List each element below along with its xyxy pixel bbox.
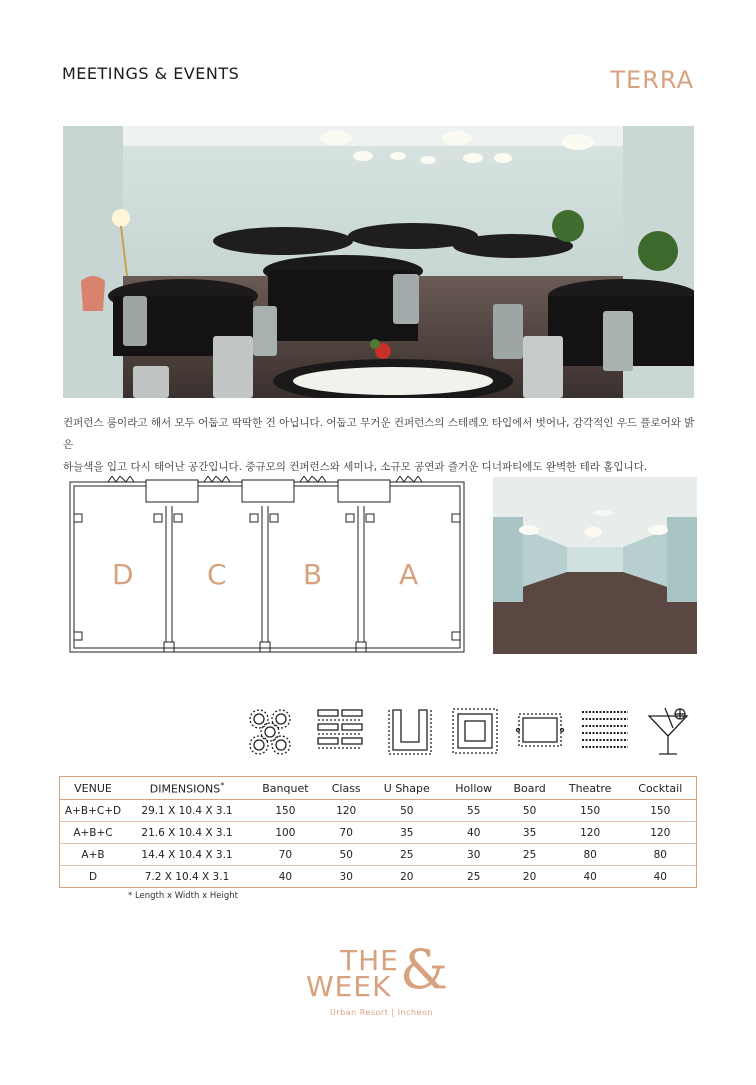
table-row	[60, 800, 697, 822]
hollow-cell: 40	[444, 822, 504, 844]
theatre-cell: 80	[556, 844, 625, 866]
board-cell: 50	[503, 800, 555, 822]
venue-cell: D	[60, 866, 127, 888]
empty-hall-photo	[493, 477, 697, 654]
description-line-1: 컨퍼런스 룸이라고 해서 모두 어둡고 딱딱한 건 아닙니다. 어둡고 무거운 컨퍼런스의 스테레오 타입에서 벗어나, 감각적인 우드 플로어와 밝은	[63, 417, 695, 451]
header-dimensions	[126, 777, 248, 800]
banquet-cell: 100	[248, 822, 323, 844]
the-week-logo	[300, 938, 460, 1024]
venue-cell: A+B	[60, 844, 127, 866]
description-line-2: 하늘색을 입고 다시 태어난 공간입니다. 중규모의 컨퍼런스와 세미나, 소규모 공연과 즐거운 디너파티에도 완벽한 테라 홀입니다.	[63, 461, 648, 473]
venue-cell: A+B+C	[60, 822, 127, 844]
cocktail-icon	[643, 706, 693, 760]
u-shape-icon	[385, 706, 435, 760]
class-cell: 50	[323, 844, 370, 866]
header-venue: VENUE	[60, 777, 127, 800]
header-theatre: Theatre	[556, 777, 625, 800]
logo-week: WEEK	[306, 970, 392, 1003]
logo-tagline: Urban Resort | Incheon	[330, 1008, 433, 1017]
header-board: Board	[503, 777, 555, 800]
cocktail-cell: 120	[625, 822, 697, 844]
venue-name: TERRA	[610, 66, 694, 94]
header-banquet: Banquet	[248, 777, 323, 800]
logo-the: THE	[340, 944, 399, 977]
conference-room-photo	[63, 126, 694, 398]
banquet-cell: 70	[248, 844, 323, 866]
dimensions-cell: 29.1 X 10.4 X 3.1	[126, 800, 248, 822]
board-cell: 20	[503, 866, 555, 888]
room-label-b: B	[303, 558, 323, 591]
header-dimensions-label: DIMENSIONS	[149, 782, 221, 796]
header-class: Class	[323, 777, 370, 800]
setup-icons	[245, 706, 695, 762]
board-icon	[515, 706, 565, 760]
u-shape-cell: 25	[370, 844, 444, 866]
cocktail-cell: 80	[625, 844, 697, 866]
class-cell: 30	[323, 866, 370, 888]
theatre-cell: 120	[556, 822, 625, 844]
dimensions-cell: 14.4 X 10.4 X 3.1	[126, 844, 248, 866]
theatre-cell: 150	[556, 800, 625, 822]
table-row	[60, 866, 697, 888]
board-cell: 25	[503, 844, 555, 866]
banquet-icon	[245, 706, 295, 760]
theatre-cell: 40	[556, 866, 625, 888]
u-shape-cell: 20	[370, 866, 444, 888]
floor-plan	[68, 476, 466, 656]
dimensions-cell: 21.6 X 10.4 X 3.1	[126, 822, 248, 844]
dimensions-footnote-mark: *	[220, 780, 225, 790]
cocktail-cell: 150	[625, 800, 697, 822]
u-shape-cell: 35	[370, 822, 444, 844]
class-cell: 120	[323, 800, 370, 822]
cocktail-cell: 40	[625, 866, 697, 888]
table-row	[60, 822, 697, 844]
dimensions-cell: 7.2 X 10.4 X 3.1	[126, 866, 248, 888]
room-label-a: A	[399, 558, 419, 591]
board-cell: 35	[503, 822, 555, 844]
footnote: * Length x Width x Height	[128, 891, 238, 901]
venue-cell: A+B+C+D	[60, 800, 127, 822]
banquet-cell: 40	[248, 866, 323, 888]
page-title: MEETINGS & EVENTS	[62, 64, 240, 83]
table-row	[60, 844, 697, 866]
venue-description	[63, 412, 703, 478]
hollow-cell: 25	[444, 866, 504, 888]
hollow-icon	[450, 706, 500, 760]
u-shape-cell: 50	[370, 800, 444, 822]
class-icon	[315, 706, 365, 760]
table-header-row	[60, 777, 697, 800]
theatre-icon	[580, 706, 630, 760]
header-cocktail: Cocktail	[625, 777, 697, 800]
room-label-d: D	[112, 558, 134, 591]
class-cell: 70	[323, 822, 370, 844]
capacity-table	[59, 776, 697, 888]
logo-ampersand: &	[400, 938, 449, 1001]
banquet-cell: 150	[248, 800, 323, 822]
hollow-cell: 30	[444, 844, 504, 866]
hollow-cell: 55	[444, 800, 504, 822]
room-label-c: C	[207, 558, 227, 591]
header-hollow: Hollow	[444, 777, 504, 800]
header-u-shape: U Shape	[370, 777, 444, 800]
